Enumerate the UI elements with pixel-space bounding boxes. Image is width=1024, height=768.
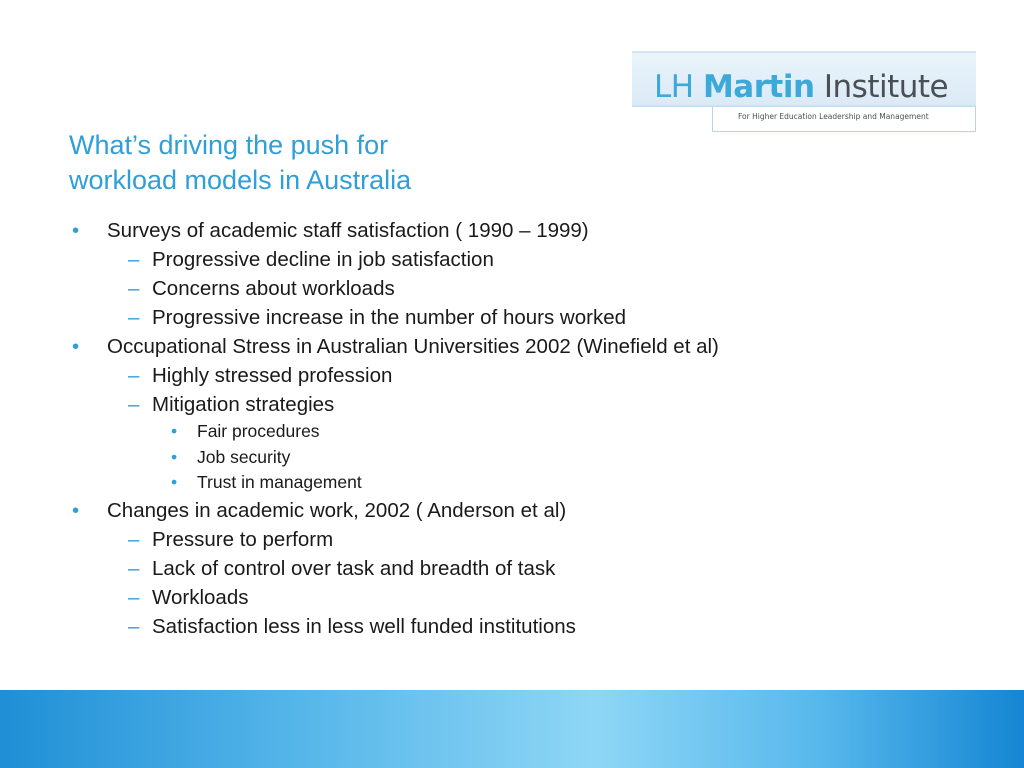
logo-institute: Institute: [823, 69, 949, 105]
bullet-text: Surveys of academic staff satisfaction ( 1990 – 1999): [107, 219, 589, 242]
bullet-level-3: [0, 445, 1024, 471]
dash-marker-icon: –: [128, 306, 140, 329]
slide-title: [69, 128, 411, 198]
bullet-level-3: [0, 419, 1024, 445]
bullet-text: Pressure to perform: [152, 527, 334, 551]
bullet-level-2: [0, 274, 1024, 303]
bullet-text: Workloads: [152, 585, 249, 609]
logo-tagline: For Higher Education Leadership and Management: [738, 112, 929, 121]
dash-marker-icon: –: [128, 614, 140, 638]
logo-wordmark: [654, 70, 948, 104]
bullet-level-1: [0, 332, 1024, 361]
bullet-text: Changes in academic work, 2002 ( Anderson et al): [107, 498, 567, 522]
bullet-level-2: [0, 612, 1024, 641]
footer-gradient-band: [0, 690, 1024, 768]
bullet-marker-icon: •: [72, 335, 80, 358]
bullet-text: Occupational Stress in Australian Universities 2002 (Winefield et al): [107, 335, 719, 358]
bullet-level-2: [0, 361, 1024, 390]
dash-marker-icon: –: [128, 585, 140, 609]
bullet-text: Satisfaction less in less well funded institutions: [152, 614, 576, 638]
logo-lh: LH: [654, 69, 694, 105]
bullet-marker-icon: •: [72, 498, 80, 522]
bullet-text: Fair procedures: [197, 421, 320, 441]
bullet-text: Highly stressed profession: [152, 364, 393, 387]
logo-martin: Martin: [702, 69, 815, 105]
bullet-text: Progressive increase in the number of hours worked: [152, 306, 627, 329]
dash-marker-icon: –: [128, 277, 140, 300]
bullet-level-3: [0, 470, 1024, 496]
bullet-level-2: [0, 303, 1024, 332]
dash-marker-icon: –: [128, 527, 140, 551]
dash-marker-icon: –: [128, 248, 140, 271]
bullet-text: Mitigation strategies: [152, 393, 335, 416]
slide-title-line-1: What’s driving the push for: [69, 130, 389, 160]
dash-marker-icon: –: [128, 393, 140, 416]
dash-marker-icon: –: [128, 556, 140, 580]
bullet-text: Concerns about workloads: [152, 277, 395, 300]
bullet-level-1: [0, 216, 1024, 245]
bullet-text: Job security: [197, 446, 291, 467]
bullet-level-1: [0, 496, 1024, 525]
lh-martin-institute-logo: [632, 48, 976, 136]
bullet-text: Progressive decline in job satisfaction: [152, 248, 494, 271]
bullet-text: Lack of control over task and breadth of task: [152, 556, 556, 580]
bullet-marker-icon: •: [171, 421, 178, 441]
bullet-level-2: [0, 245, 1024, 274]
bullet-level-2: [0, 583, 1024, 612]
bullet-list: [0, 216, 1024, 641]
bullet-level-2: [0, 554, 1024, 583]
bullet-level-2: [0, 390, 1024, 419]
bullet-marker-icon: •: [171, 472, 178, 492]
bullet-marker-icon: •: [171, 446, 178, 467]
slide-title-line-2: workload models in Australia: [69, 165, 412, 195]
bullet-level-2: [0, 525, 1024, 554]
bullet-marker-icon: •: [72, 219, 80, 242]
bullet-text: Trust in management: [197, 472, 362, 492]
dash-marker-icon: –: [128, 364, 140, 387]
